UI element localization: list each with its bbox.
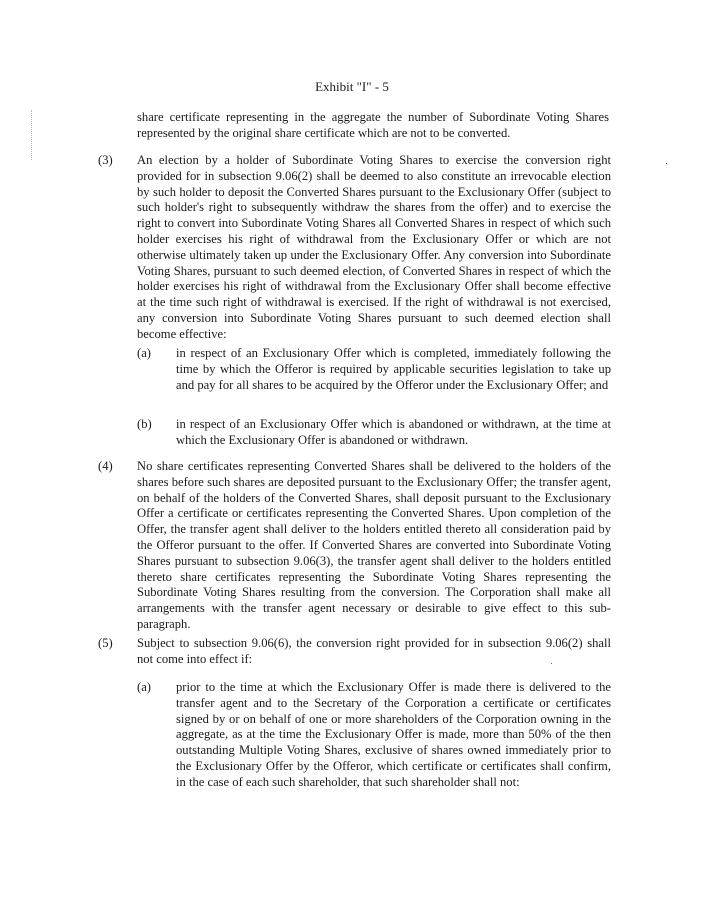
section-5-number: (5) [98, 636, 113, 650]
section-3-item-a-label: (a) [137, 346, 151, 360]
section-3-item-b-text: in respect of an Exclusionary Offer which is abandoned or withdrawn, at the time at which the Exclusionary Offer is abandoned or withdrawn. [176, 417, 611, 447]
section-3-number: (3) [98, 153, 113, 167]
section-3-paragraph: An election by a holder of Subordinate Voting Shares to exercise the conversion right provided for in subsection 9.06(2) shall be deemed to also constitute an irrevocable election by such holder to deposit the Converted Shares pursuant to the Exclusionary Offer (subject to such holder's right to subsequently withdraw the shares from the offer) and to exercise the right to convert into Subordinate Voting Shares all Converted Shares in respect of which such holder exercises his right of withdrawal from the Exclusionary Offer or which are not otherwise ultimately taken up under the Exclusionary Offer. Any conversion into Subordinate Voting Shares, pursuant to such deemed election, of Converted Shares in respect of which the holder exercises his right of withdrawal from the Exclusionary Offer shall become effective at the time such right of withdrawal is exercised. If the right of withdrawal is not exercised, any conversion into Subordinate Voting Shares pursuant to such deemed election shall become effective: [137, 153, 611, 341]
section-5-item-a-label: (a) [137, 680, 151, 694]
intro-paragraph: share certificate representing in the aggregate the number of Subordinate Voting Shares represented by the original share certificate which are not to be converted. [137, 110, 609, 140]
section-4-number: (4) [98, 459, 113, 473]
scan-speck [666, 163, 667, 164]
section-3-item-a-text: in respect of an Exclusionary Offer which is completed, immediately following the time by which the Offeror is required by applicable securities legislation to take up and pay for all shares to be acquired by the Offeror under the Exclusionary Offer; and [176, 346, 611, 392]
margin-scan-mark [31, 110, 33, 160]
section-5-paragraph: Subject to subsection 9.06(6), the conversion right provided for in subsection 9.06(2) shall not come into effect if: [137, 636, 611, 666]
scan-speck [551, 663, 552, 664]
section-5-item-a-text: prior to the time at which the Exclusionary Offer is made there is delivered to the transfer agent and to the Secretary of the Corporation a certificate or certificates signed by or on behalf of one or more shareholders of the Corporation owning in the aggregate, as at the time the Exclusionary Offer is made, more than 50% of the then outstanding Multiple Voting Shares, exclusive of shares owned immediately prior to the Exclusionary Offer by the Offeror, which certificate or certificates shall confirm, in the case of each such shareholder, that such shareholder shall not: [176, 680, 611, 789]
section-4-paragraph: No share certificates representing Converted Shares shall be delivered to the holders of the shares before such shares are deposited pursuant to the Exclusionary Offer; the transfer agent, on behalf of the holders of the Converted Shares, shall deposit pursuant to the Exclusionary Offer a certificate or certificates representing the Converted Shares. Upon completion of the Offer, the transfer agent shall deliver to the holders entitled thereto all consideration paid by the Offeror pursuant to the offer. If Converted Shares are converted into Subordinate Voting Shares pursuant to subsection 9.06(3), the transfer agent shall deliver to the holders entitled thereto share certificates representing the Subordinate Voting Shares representing the Subordinate Voting Shares resulting from the conversion. The Corporation shall make all arrangements with the transfer agent necessary or desirable to give effect to this sub-paragraph. [137, 459, 611, 631]
section-3-item-b-label: (b) [137, 417, 152, 431]
page-header: Exhibit "I" - 5 [315, 79, 389, 94]
